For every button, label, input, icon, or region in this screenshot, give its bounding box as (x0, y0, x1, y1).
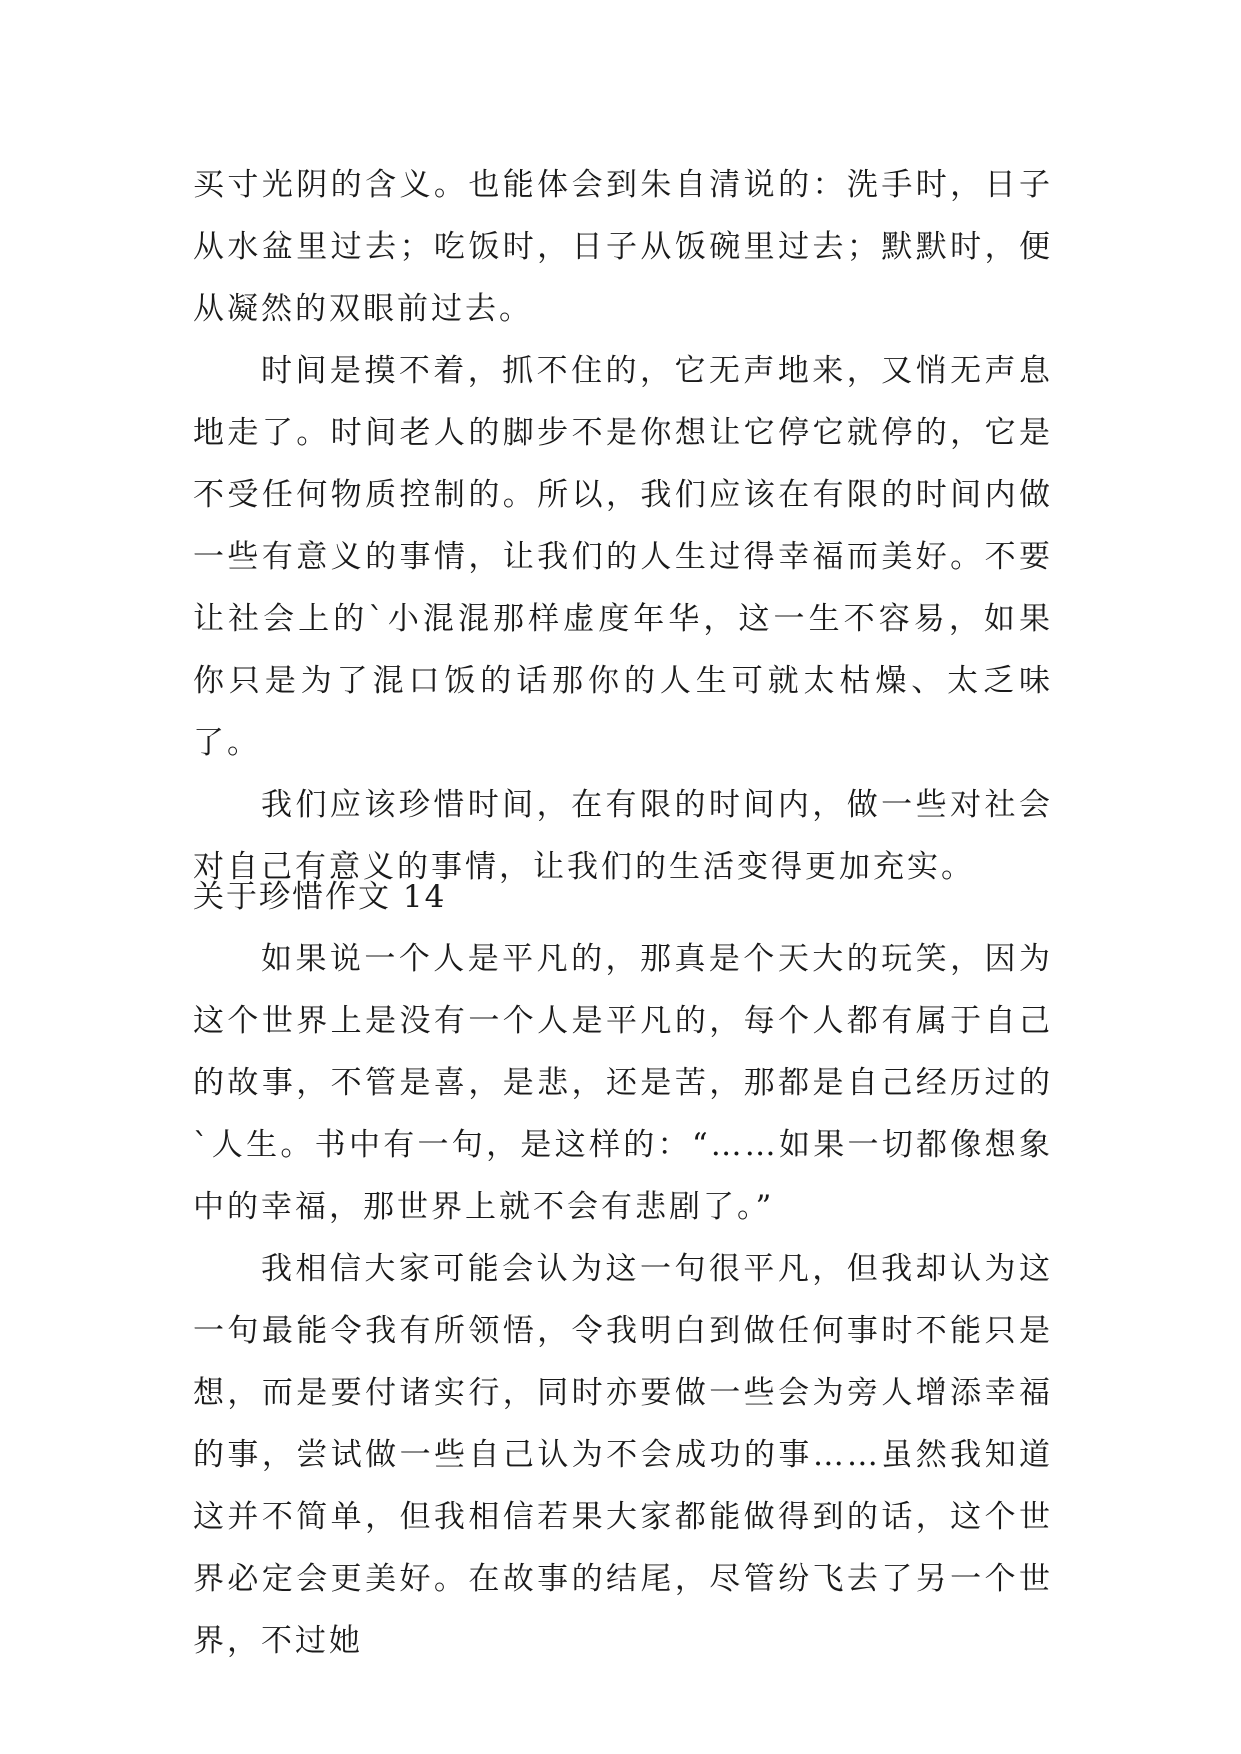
paragraph-cherish-time: 我们应该珍惜时间，在有限的时间内，做一些对社会对自己有意义的事情，让我们的生活变得更加充实。 (193, 787, 1053, 885)
paragraph-time-passes: 时间是摸不着，抓不住的，它无声地来，又悄无声息地走了。时间老人的脚步不是你想让它停它就停的，它是不受任何物质控制的。所以，我们应该在有限的时间内做一些有意义的事情，让我们的人生过得幸福而美好。不要让社会上的`小混混那样虚度年华，这一生不容易，如果你只是为了混口饭的话那你的人生可就太枯燥、太乏味了。 (193, 353, 1053, 761)
paragraph-ordinary-person: 如果说一个人是平凡的，那真是个天大的玩笑，因为这个世界上是没有一个人是平凡的，每个人都有属于自己的故事，不管是喜，是悲，还是苦，那都是自己经历过的`人生。书中有一句，是这样的：“……如果一切都像想象中的幸福，那世界上就不会有悲剧了。” (193, 941, 1053, 1225)
paragraph-time-meaning: 买寸光阴的含义。也能体会到朱自清说的：洗手时，日子从水盆里过去；吃饭时，日子从饭碗里过去；默默时，便从凝然的双眼前过去。 (193, 167, 1053, 327)
essay-heading: 关于珍惜作文 14 (193, 879, 447, 915)
essay-continuation (193, 154, 1053, 898)
paragraph-believe: 我相信大家可能会认为这一句很平凡，但我却认为这一句最能令我有所领悟，令我明白到做任何事时不能只是想，而是要付诸实行，同时亦要做一些会为旁人增添幸福的事，尝试做一些自己认为不会成功的事……虽然我知道这并不简单，但我相信若果大家都能做得到的话，这个世界必定会更美好。在故事的结尾，尽管纷飞去了另一个世界，不过她 (193, 1251, 1053, 1659)
essay-14 (193, 866, 1053, 1672)
